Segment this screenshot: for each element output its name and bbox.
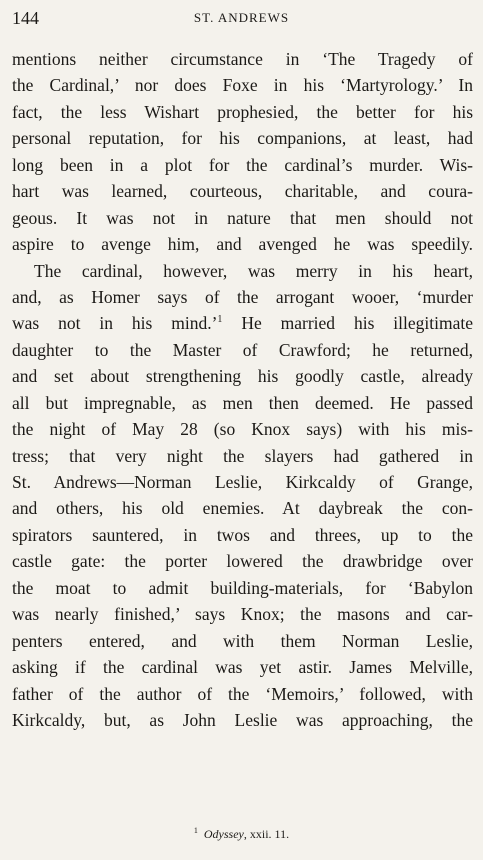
text-line: the moat to admit building-materials, for ‘Babylon [12, 577, 473, 598]
footnote-marker: 1 [193, 826, 198, 835]
footnote-text: , xxii. 11. [243, 827, 290, 841]
text-line: hart was learned, courteous, charitable, and coura- [12, 181, 473, 202]
text-line: mentions neither circumstance in ‘The Tragedy of [12, 49, 473, 69]
text-line: and set about strengthening his goodly castle, already [12, 366, 473, 387]
text-line: was nearly finished,’ says Knox; the masons and car- [12, 604, 473, 625]
text-line: aspire to avenge him, and avenged he was speedily. [12, 234, 473, 255]
text-line: The cardinal, however, was merry in his heart, [34, 260, 473, 281]
footnote [0, 826, 483, 842]
text-line: the night of May 28 (so Knox says) with his mis- [12, 419, 473, 440]
body-text [12, 46, 473, 733]
text-segment: was not in his mind.’ [12, 313, 218, 334]
text-line: the Cardinal,’ nor does Foxe in his ‘Martyrology.’ In [12, 75, 473, 96]
text-line: father of the author of the ‘Memoirs,’ followed, with [12, 683, 473, 704]
page-number: 144 [12, 8, 39, 28]
running-head: ST. ANDREWS [193, 10, 290, 25]
text-line [12, 310, 473, 336]
text-line: geous. It was not in nature that men should not [12, 207, 473, 228]
text-line: spirators sauntered, in twos and threes, up to the [12, 524, 473, 545]
text-segment: He married his illegitimate [222, 313, 473, 334]
text-line: all but impregnable, as men then deemed. He passed [12, 392, 473, 413]
page-header [0, 6, 483, 30]
text-line: long been in a plot for the cardinal’s murder. Wis- [12, 154, 473, 175]
footnote-title: Odyssey [203, 827, 244, 841]
text-line: castle gate: the porter lowered the drawbridge over [12, 551, 473, 572]
text-line: fact, the less Wishart prophesied, the better for his [12, 101, 473, 122]
text-line: daughter to the Master of Crawford; he returned, [12, 339, 473, 360]
text-line: St. Andrews—Norman Leslie, Kirkcaldy of Grange, [12, 472, 473, 492]
text-line: Kirkcaldy, but, as John Leslie was approaching, the [12, 709, 473, 730]
footnote-reference: 1 [217, 314, 223, 326]
text-line: and, as Homer says of the arrogant wooer, ‘murder [12, 286, 473, 307]
text-line: tress; that very night the slayers had gathered in [12, 445, 473, 466]
text-line: penters entered, and with them Norman Leslie, [12, 630, 473, 651]
text-line: asking if the cardinal was yet astir. James Melville, [12, 657, 473, 678]
text-line: personal reputation, for his companions, at least, had [12, 128, 473, 149]
text-line: and others, his old enemies. At daybreak the con- [12, 498, 473, 519]
